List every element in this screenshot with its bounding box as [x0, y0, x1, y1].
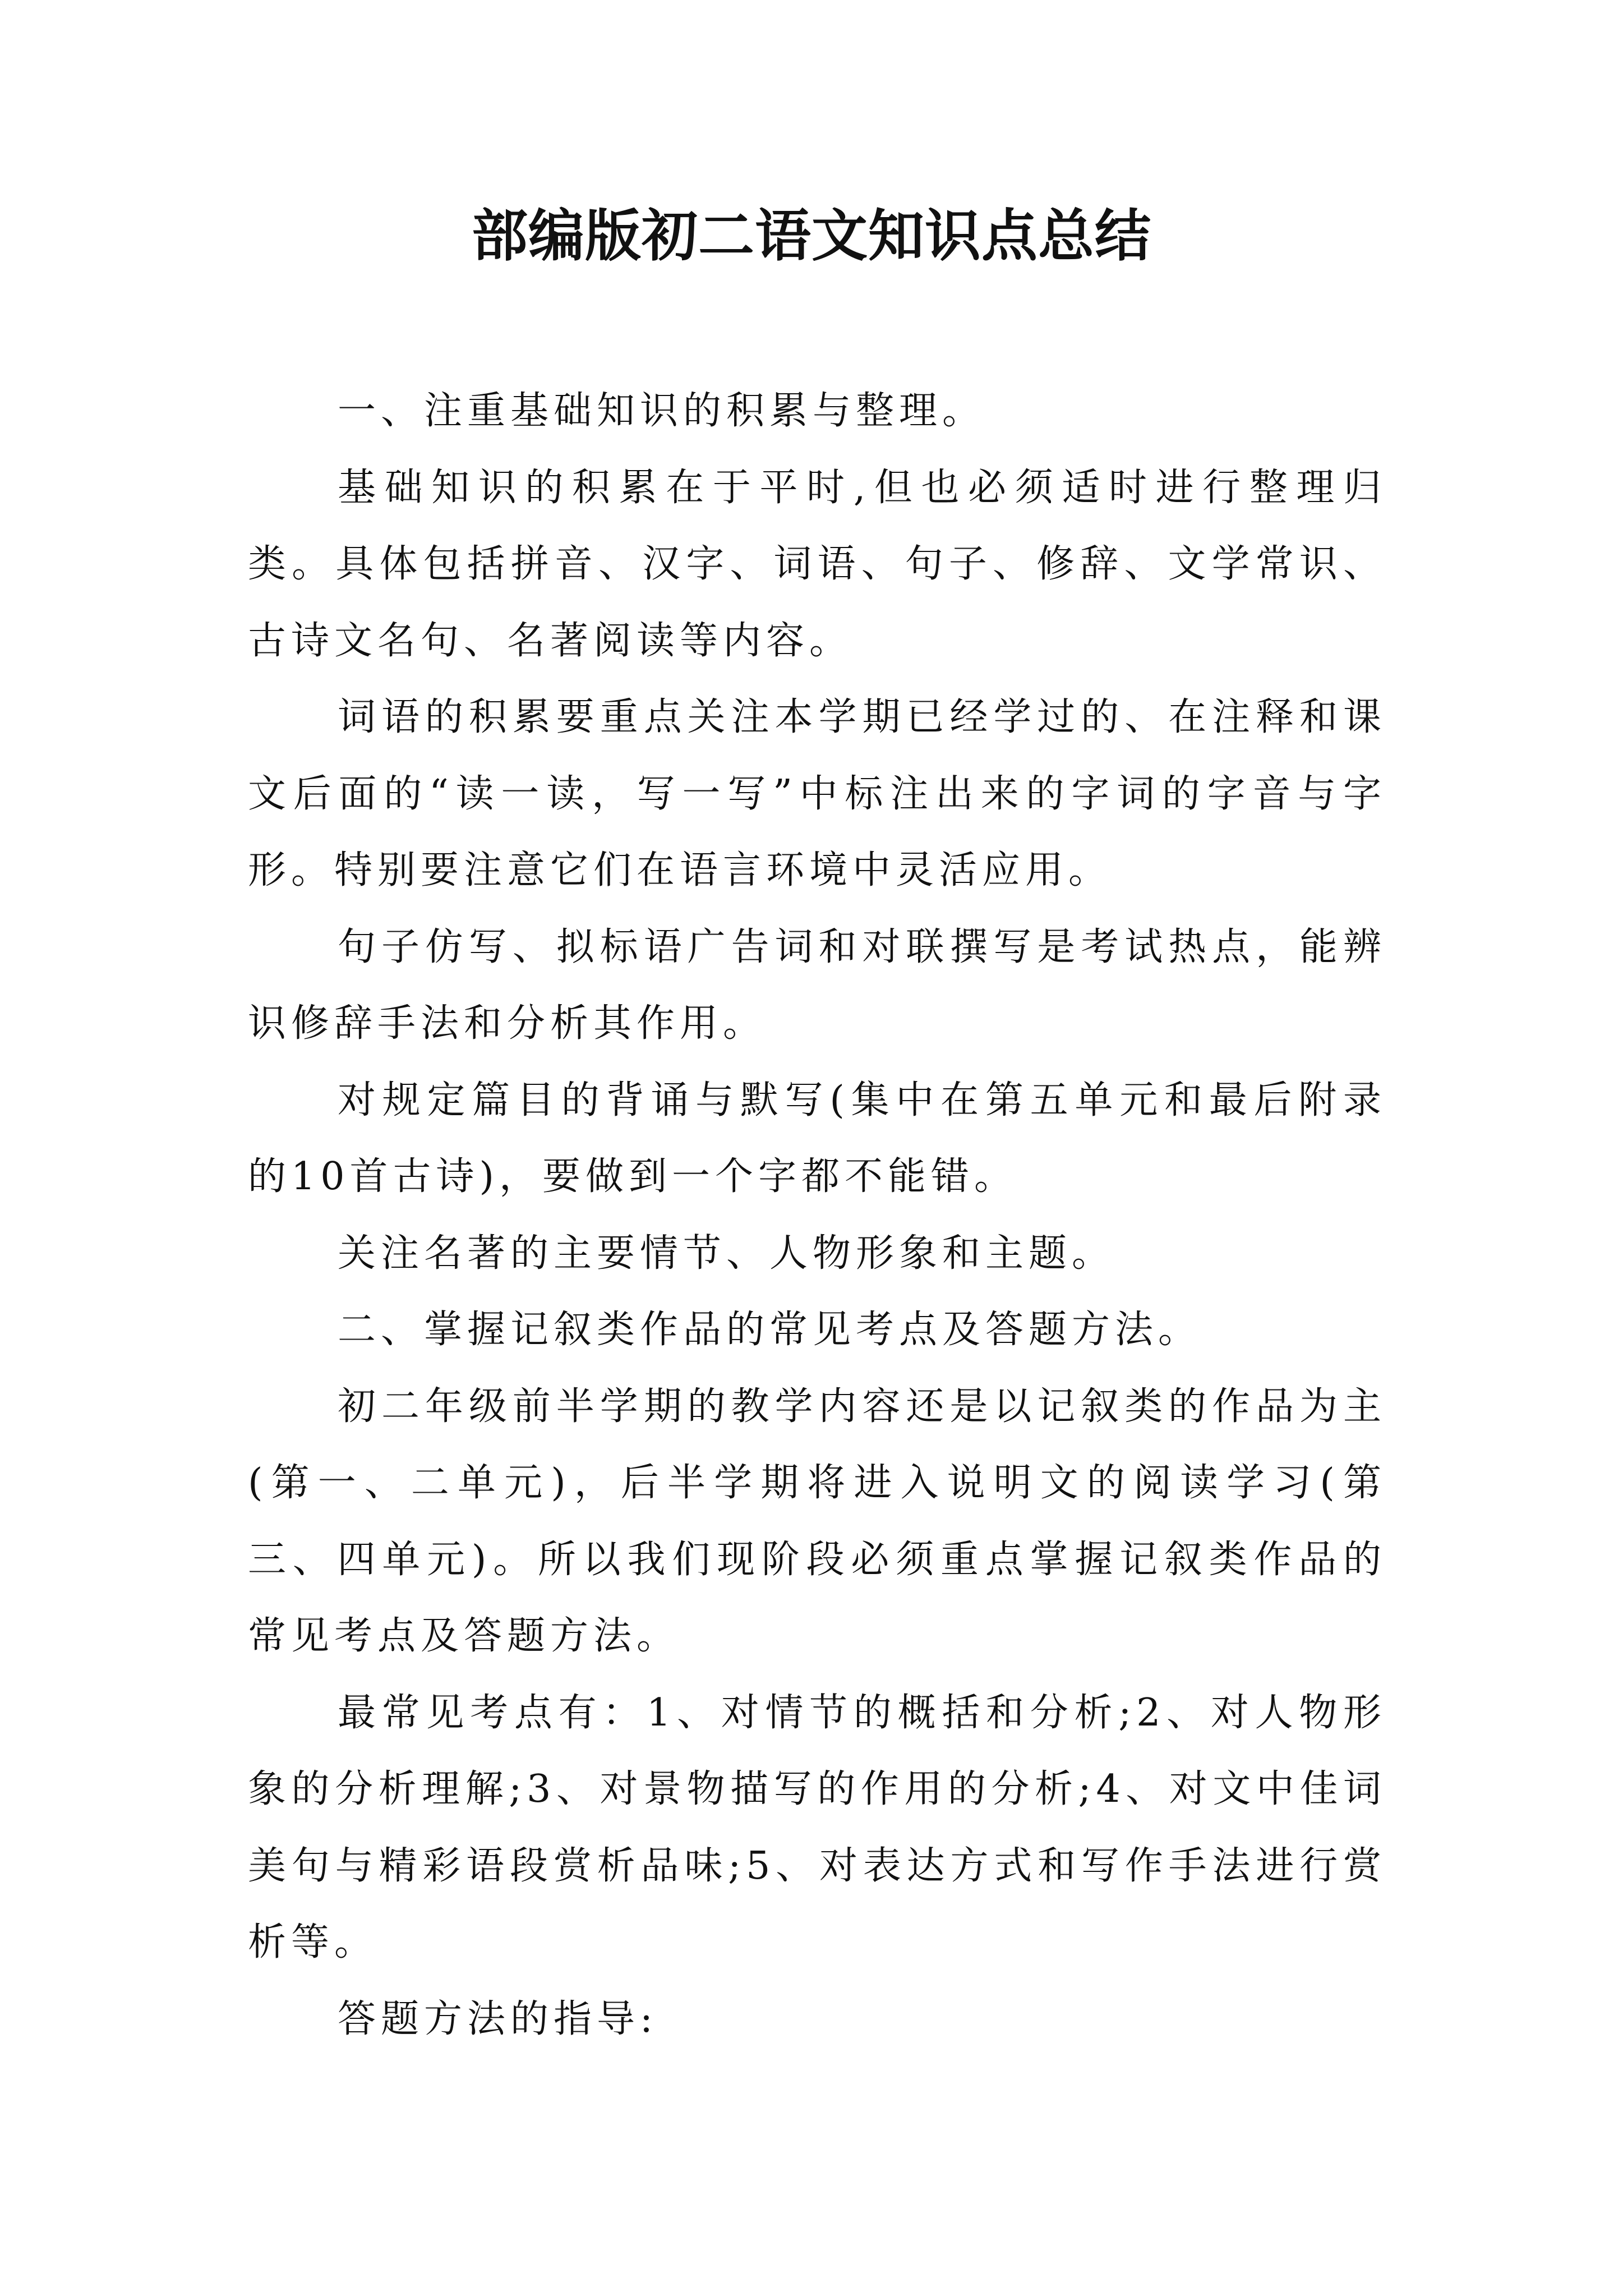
body-paragraph: 基础知识的积累在于平时,但也必须适时进行整理归类。具体包括拼音、汉字、词语、句子、修辞、文学常识、古诗文名句、名著阅读等内容。 [248, 465, 1386, 663]
section-heading-2: 二、掌握记叙类作品的常见考点及答题方法。 [338, 1308, 1202, 1352]
body-paragraph: 答题方法的指导: [338, 1996, 658, 2041]
body-paragraph: 关注名著的主要情节、人物形象和主题。 [338, 1231, 1115, 1276]
body-paragraph: 最常见考点有：1、对情节的概括和分析;2、对人物形象的分析理解;3、对景物描写的作用的分析;4、对文中佳词美句与精彩语段赏析品味;5、对表达方式和写作手法进行赏析等。 [248, 1690, 1386, 1964]
body-paragraph: 初二年级前半学期的教学内容还是以记叙类的作品为主(第一、二单元)，后半学期将进入说明文的阅读学习(第三、四单元)。所以我们现阶段必须重点掌握记叙类作品的常见考点及答题方法。 [248, 1384, 1386, 1658]
body-paragraph: 词语的积累要重点关注本学期已经学过的、在注释和课文后面的“读一读，写一写”中标注出来的字词的字音与字形。特别要注意它们在语言环境中灵活应用。 [248, 695, 1386, 892]
section-heading-1: 一、注重基础知识的积累与整理。 [338, 389, 986, 433]
document-title: 部编版初二语文知识点总结 [472, 203, 1151, 269]
body-paragraph: 句子仿写、拟标语广告词和对联撰写是考试热点，能辨识修辞手法和分析其作用。 [248, 924, 1386, 1046]
body-paragraph: 对规定篇目的背诵与默写(集中在第五单元和最后附录的10首古诗)，要做到一个字都不能错。 [248, 1078, 1386, 1199]
document-body [248, 373, 1386, 2058]
